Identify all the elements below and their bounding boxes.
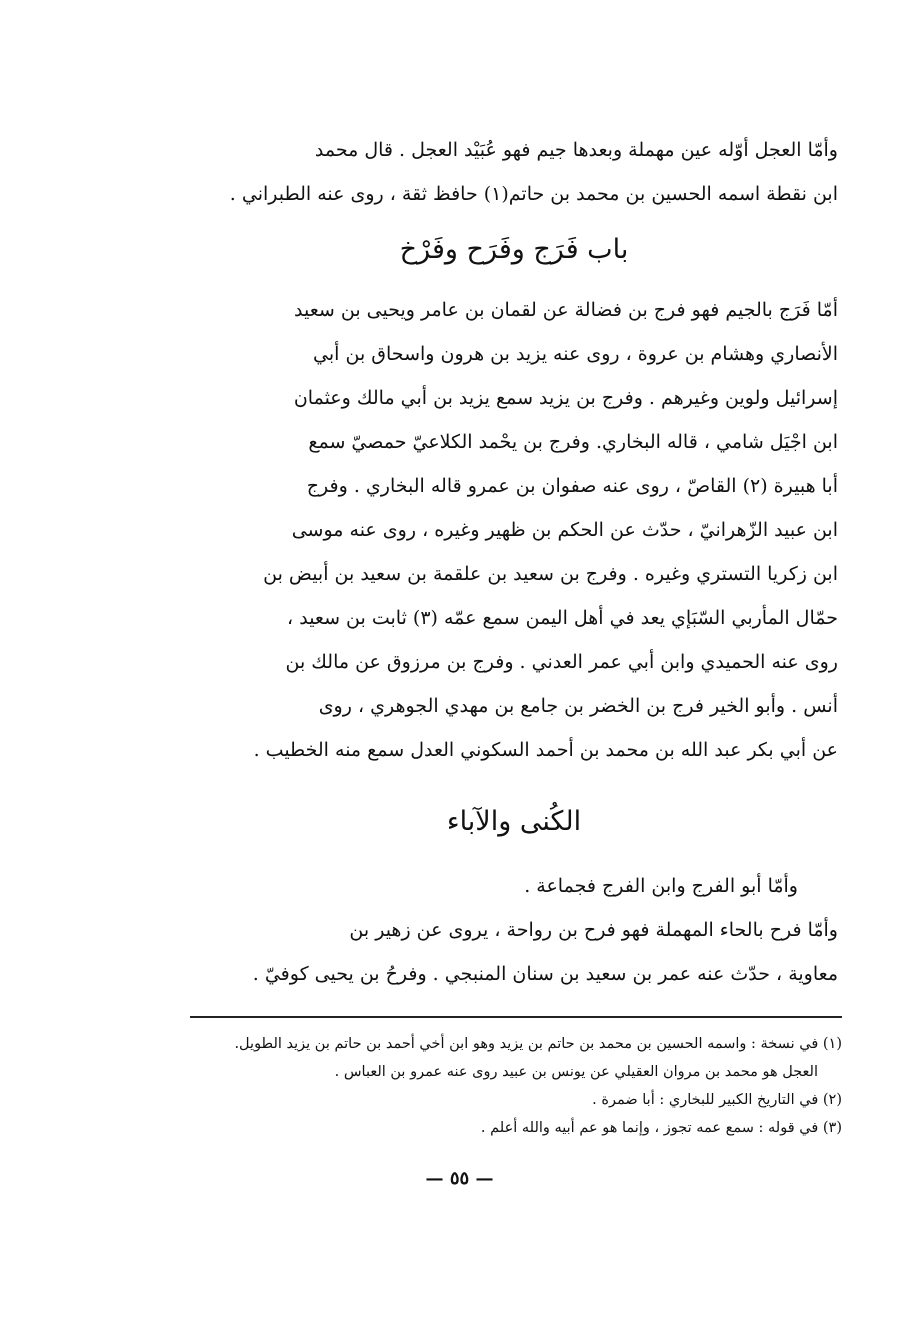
footnote-1: (١) في نسخة : واسمه الحسين بن محمد بن حاتم بن يزيد وهو ابن أخي أحمد بن حاتم بن يزيد الطويل. bbox=[234, 1036, 842, 1052]
main-text bbox=[190, 128, 838, 996]
paragraph-1 bbox=[190, 128, 838, 216]
footnote-divider bbox=[190, 1016, 842, 1018]
section-heading: باب فَرَج وفَرَح وفَرْخ bbox=[399, 234, 629, 265]
text-line: أبا هبيرة (٢) القاصّ ، روى عنه صفوان بن عمرو قاله البخاري . وفرج bbox=[306, 475, 838, 497]
footnote-1-continuation: العجل هو محمد بن مروان العقيلي عن يونس بن عبيد روى عنه عمرو بن العباس . bbox=[334, 1064, 818, 1080]
footnote-2: (٢) في التاريخ الكبير للبخاري : أبا ضمرة . bbox=[592, 1092, 842, 1108]
text-line: إسرائيل ولوين وغيرهم . وفرج بن يزيد سمع يزيد بن أبي مالك وعثمان bbox=[293, 387, 838, 409]
text-line: ابن زكريا التستري وغيره . وفرج بن سعيد بن علقمة بن سعيد بن أبيض بن bbox=[263, 563, 838, 585]
text-line: حمّال المأربي السّبَإي يعد في أهل اليمن سمع عمّه (٣) ثابت بن سعيد ، bbox=[287, 607, 838, 629]
footnote-3: (٣) في قوله : سمع عمه تجوز ، وإنما هو عم أبيه والله أعلم . bbox=[480, 1120, 842, 1136]
text-line: وأمّا العجل أوّله عين مهملة وبعدها جيم فهو عُبَيْد العجل . قال محمد bbox=[314, 139, 838, 161]
footnotes bbox=[190, 1016, 842, 1142]
text-line: معاوية ، حدّث عنه عمر بن سعيد بن سنان المنبجي . وفرحُ بن يحيى كوفيّ . bbox=[252, 963, 838, 985]
text-line: الأنصاري وهشام بن عروة ، روى عنه يزيد بن هرون واسحاق بن أبي bbox=[313, 343, 838, 365]
text-line: أنس . وأبو الخير فرج بن الخضر بن جامع بن مهدي الجوهري ، روى bbox=[318, 695, 838, 717]
text-line: عن أبي بكر عبد الله بن محمد بن أحمد السكوني العدل سمع منه الخطيب . bbox=[253, 739, 838, 761]
paragraph-3 bbox=[190, 864, 838, 908]
text-line: روى عنه الحميدي وابن أبي عمر العدني . وفرج بن مرزوق عن مالك بن bbox=[285, 651, 838, 673]
section-heading-kuna: الكُنى والآباء bbox=[446, 806, 582, 837]
text-line: وأمّا فرح بالحاء المهملة فهو فرح بن رواحة ، يروى عن زهير بن bbox=[349, 919, 838, 941]
page-number: — ٥٥ — bbox=[425, 1168, 494, 1189]
paragraph-4 bbox=[190, 908, 838, 996]
paragraph-2 bbox=[190, 288, 838, 772]
text-line: ابن عبيد الزّهرانيّ ، حدّث عن الحكم بن ظهير وغيره ، روى عنه موسى bbox=[291, 519, 838, 541]
text-line: أمّا فَرَج بالجيم فهو فرج بن فضالة عن لقمان بن عامر ويحيى بن سعيد bbox=[294, 299, 838, 321]
text-line: وأمّا أبو الفرج وابن الفرج فجماعة . bbox=[524, 875, 798, 897]
text-line: ابن نقطة اسمه الحسين بن محمد بن حاتم(١) حافظ ثقة ، روى عنه الطبراني . bbox=[229, 183, 838, 205]
text-line: ابن اجْيَل شامي ، قاله البخاري. وفرج بن يحْمد الكلاعيّ حمصيّ سمع bbox=[308, 431, 838, 453]
